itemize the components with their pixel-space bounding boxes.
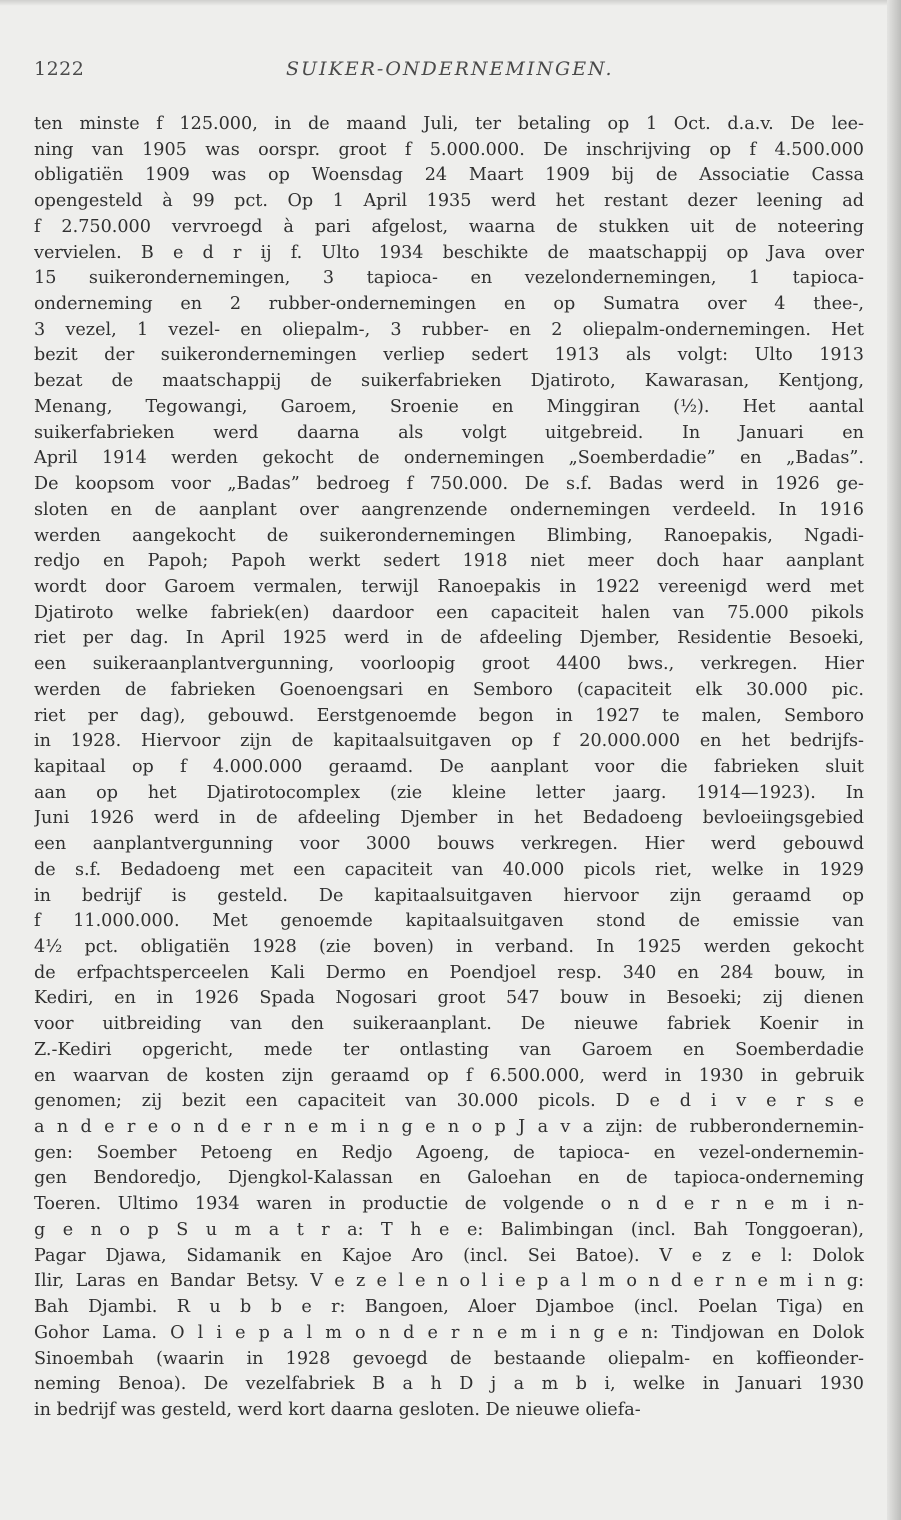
text-line: redjo en Papoh; Papoh werkt sedert 1918 niet meer doch haar aanplant <box>34 551 864 572</box>
text-line: neming Benoa). De vezelfabriek B a h D j a m b i, welke in Januari 1930 <box>34 1374 864 1395</box>
text-line: gen Bendoredjo, Djengkol-Kalassan en Galoehan en de tapioca-onderneming <box>34 1168 864 1189</box>
text-line: genomen; zij bezit een capaciteit van 30.000 picols. D e d i v e r s e <box>34 1091 864 1112</box>
text-line: werden aangekocht de suikerondernemingen Blimbing, Ranoepakis, Ngadi- <box>34 525 864 546</box>
text-line: Kediri, en in 1926 Spada Nogosari groot 547 bouw in Besoeki; zij dienen <box>34 988 864 1009</box>
text-line: bezat de maatschappij de suikerfabrieken Djatiroto, Kawarasan, Kentjong, <box>34 371 864 392</box>
text-line: bezit der suikerondernemingen verliep sedert 1913 als volgt: Ulto 1913 <box>34 345 864 366</box>
text-line: Juni 1926 werd in de afdeeling Djember in het Bedadoeng bevloeiingsgebied <box>34 808 864 829</box>
text-line: Z.-Kediri opgericht, mede ter ontlasting van Garoem en Soemberdadie <box>34 1039 864 1060</box>
text-line: riet per dag. In April 1925 werd in de afdeeling Djember, Residentie Besoeki, <box>34 628 864 649</box>
text-line: een aanplantvergunning voor 3000 bouws verkregen. Hier werd gebouwd <box>34 834 864 855</box>
text-line: Toeren. Ultimo 1934 waren in productie de volgende o n d e r n e m i n- <box>34 1194 864 1215</box>
text-line: 15 suikerondernemingen, 3 tapioca- en vezelondernemingen, 1 tapioca- <box>34 268 864 289</box>
text-line: Menang, Tegowangi, Garoem, Sroenie en Minggiran (½). Het aantal <box>34 396 864 417</box>
text-line: een suikeraanplantvergunning, voorloopig groot 4400 bws., verkregen. Hier <box>34 654 864 675</box>
text-line: kapitaal op f 4.000.000 geraamd. De aanplant voor die fabrieken sluit <box>34 756 864 777</box>
text-line: suikerfabrieken werd daarna als volgt uitgebreid. In Januari en <box>34 422 864 443</box>
text-line: en waarvan de kosten zijn geraamd op f 6.500.000, werd in 1930 in gebruik <box>34 1065 864 1086</box>
text-line: in 1928. Hiervoor zijn de kapitaalsuitgaven op f 20.000.000 en het bedrijfs- <box>34 731 864 752</box>
text-line: g e n o p S u m a t r a: T h e e: Balimbingan (incl. Bah Tonggoeran), <box>34 1219 864 1240</box>
text-line: f 11.000.000. Met genoemde kapitaalsuitgaven stond de emissie van <box>34 911 864 932</box>
text-line: a n d e r e o n d e r n e m i n g e n o p J a v a zijn: de rubberondernemin- <box>34 1117 864 1138</box>
text-line: Sinoembah (waarin in 1928 gevoegd de bestaande oliepalm- en koffieonder- <box>34 1348 864 1369</box>
text-line: vervielen. B e d r ij f. Ulto 1934 beschikte de maatschappij op Java over <box>34 242 864 263</box>
text-line: de s.f. Bedadoeng met een capaciteit van 40.000 picols riet, welke in 1929 <box>34 859 864 880</box>
text-line: in bedrijf was gesteld, werd kort daarna gesloten. De nieuwe oliefa- <box>34 1399 641 1420</box>
text-line: onderneming en 2 rubber-ondernemingen en op Sumatra over 4 thee-, <box>34 294 864 315</box>
text-line: opengesteld à 99 pct. Op 1 April 1935 werd het restant dezer leening ad <box>34 191 864 212</box>
text-line: wordt door Garoem vermalen, terwijl Ranoepakis in 1922 vereenigd werd met <box>34 576 864 597</box>
text-line: 3 vezel, 1 vezel- en oliepalm-, 3 rubber- en 2 oliepalm-ondernemingen. Het <box>34 319 864 340</box>
text-line: Gohor Lama. O l i e p a l m o n d e r n e m i n g e n: Tindjowan en Dolok <box>34 1322 864 1343</box>
page-binding-shadow <box>887 0 901 1520</box>
page-top-shadow <box>0 0 901 6</box>
text-line: de erfpachtsperceelen Kali Dermo en Poendjoel resp. 340 en 284 bouw, in <box>34 962 864 983</box>
text-line: Djatiroto welke fabriek(en) daardoor een capaciteit halen van 75.000 pikols <box>34 602 864 623</box>
text-line: voor uitbreiding van den suikeraanplant. De nieuwe fabriek Koenir in <box>34 1014 864 1035</box>
text-line: riet per dag), gebouwd. Eerstgenoemde begon in 1927 te malen, Semboro <box>34 705 864 726</box>
text-line: ten minste f 125.000, in de maand Juli, ter betaling op 1 Oct. d.a.v. De lee- <box>34 114 864 134</box>
running-head <box>34 58 864 88</box>
text-line: ning van 1905 was oorspr. groot f 5.000.000. De inschrijving op f 4.500.000 <box>34 139 864 160</box>
text-line: in bedrijf is gesteld. De kapitaalsuitgaven hiervoor zijn geraamd op <box>34 885 864 906</box>
text-line: aan op het Djatirotocomplex (zie kleine letter jaarg. 1914—1923). In <box>34 782 864 803</box>
text-line: gen: Soember Petoeng en Redjo Agoeng, de tapioca- en vezel-ondernemin- <box>34 1142 864 1163</box>
text-line: werden de fabrieken Goenoengsari en Semboro (capaciteit elk 30.000 pic. <box>34 679 864 700</box>
running-title: SUIKER-ONDERNEMINGEN. <box>286 58 614 80</box>
text-line: Pagar Djawa, Sidamanik en Kajoe Aro (incl. Sei Batoe). V e z e l: Dolok <box>34 1245 864 1266</box>
page-number: 1222 <box>34 58 85 80</box>
text-line: Ilir, Laras en Bandar Betsy. V e z e l e n o l i e p a l m o n d e r n e m i n g: <box>34 1271 864 1292</box>
text-line: April 1914 werden gekocht de ondernemingen „Soemberdadie” en „Badas”. <box>34 448 864 469</box>
text-line: f 2.750.000 vervroegd à pari afgelost, waarna de stukken uit de noteering <box>34 216 864 237</box>
text-line: 4½ pct. obligatiën 1928 (zie boven) in verband. In 1925 werden gekocht <box>34 937 864 957</box>
text-line: Bah Djambi. R u b b e r: Bangoen, Aloer Djamboe (incl. Poelan Tiga) en <box>34 1297 864 1318</box>
body-text <box>34 112 864 1424</box>
text-line: De koopsom voor „Badas” bedroeg f 750.000. De s.f. Badas werd in 1926 ge- <box>34 474 864 495</box>
text-line: sloten en de aanplant over aangrenzende ondernemingen verdeeld. In 1916 <box>34 499 864 520</box>
text-line: obligatiën 1909 was op Woensdag 24 Maart 1909 bij de Associatie Cassa <box>34 165 864 186</box>
